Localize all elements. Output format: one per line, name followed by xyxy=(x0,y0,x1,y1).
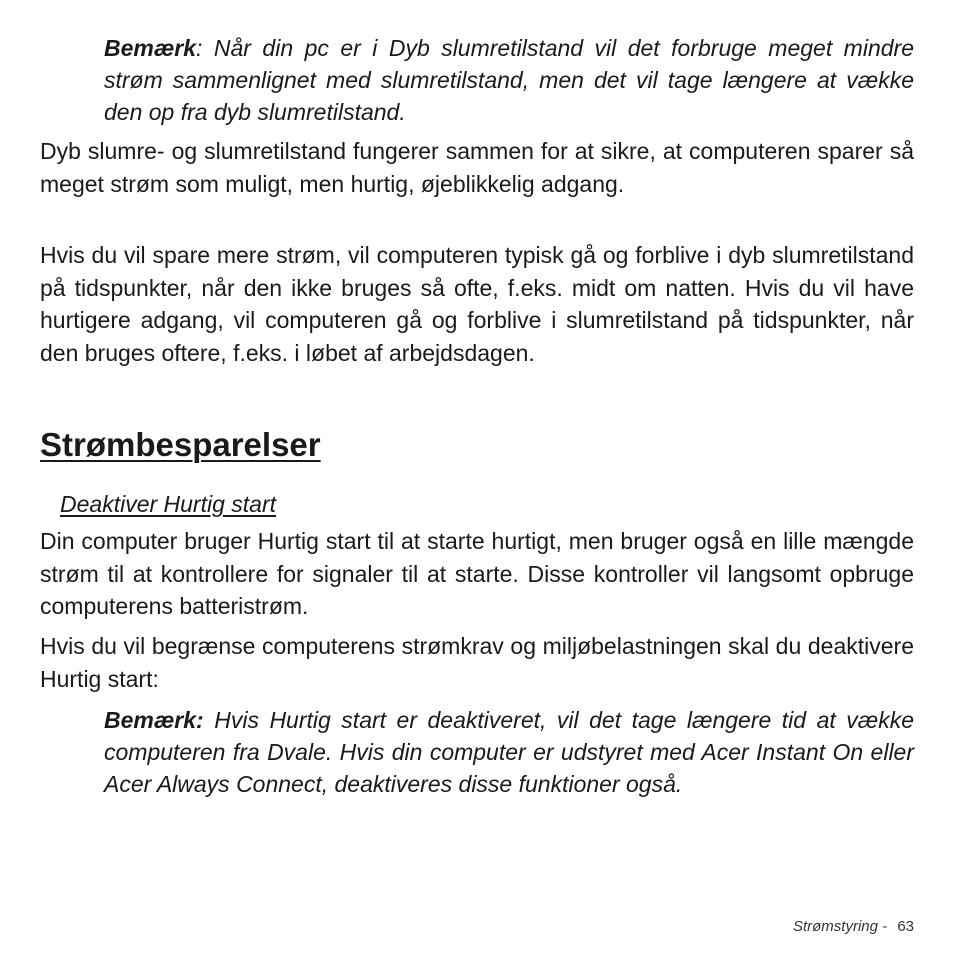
note-text: Hvis Hurtig start er deaktiveret, vil det tage længere tid at vække computeren fra Dvale. Hvis din computer er udstyret med Acer Instant On eller Acer Always Connect, deaktiveres disse funktioner også. xyxy=(104,707,914,797)
note-label: Bemærk xyxy=(104,35,197,61)
note-paragraph-fast-startup xyxy=(104,704,914,800)
section-heading xyxy=(40,423,321,467)
note-paragraph-deep-sleep xyxy=(104,32,914,128)
footer-section-name: Strømstyring - xyxy=(792,918,888,935)
body-paragraph-limit-power: Hvis du vil begrænse computerens strømkrav og miljøbelastningen skal du deaktivere Hurtig start: xyxy=(40,633,914,692)
section-heading-text: Strømbesparelser xyxy=(40,426,321,463)
body-paragraph-fast-startup: Din computer bruger Hurtig start til at starte hurtigt, men bruger også en lille mængde strøm til at kontrollere for signaler til at starte. Disse kontroller vil langsomt opbruge computerens batteristrøm. xyxy=(40,528,914,619)
body-paragraph-save-power: Hvis du vil spare mere strøm, vil computeren typisk gå og forblive i dyb slumretilstand på tidspunkter, når den ikke bruges så ofte, f.eks. midt om natten. Hvis du vil have hurtigere adgang, vil computeren gå og forblive i slumretilstand på tidspunkter, når den bruges oftere, f.eks. i løbet af arbejdsdagen. xyxy=(40,242,914,366)
page-footer xyxy=(793,917,914,937)
footer-page-number: 63 xyxy=(897,918,914,935)
note-text: : Når din pc er i Dyb slumretilstand vil det forbruge meget mindre strøm sammenlignet med slumretilstand, men det vil tage længere at vække den op fra dyb slumretilstand. xyxy=(104,35,914,125)
body-paragraph-sleep-modes: Dyb slumre- og slumretilstand fungerer sammen for at sikre, at computeren sparer så meget strøm som muligt, men hurtig, øjeblikkelig adgang. xyxy=(40,138,914,197)
note-label: Bemærk: xyxy=(104,707,204,733)
subheading-link-disable-fast-startup[interactable]: Deaktiver Hurtig start xyxy=(60,491,277,517)
